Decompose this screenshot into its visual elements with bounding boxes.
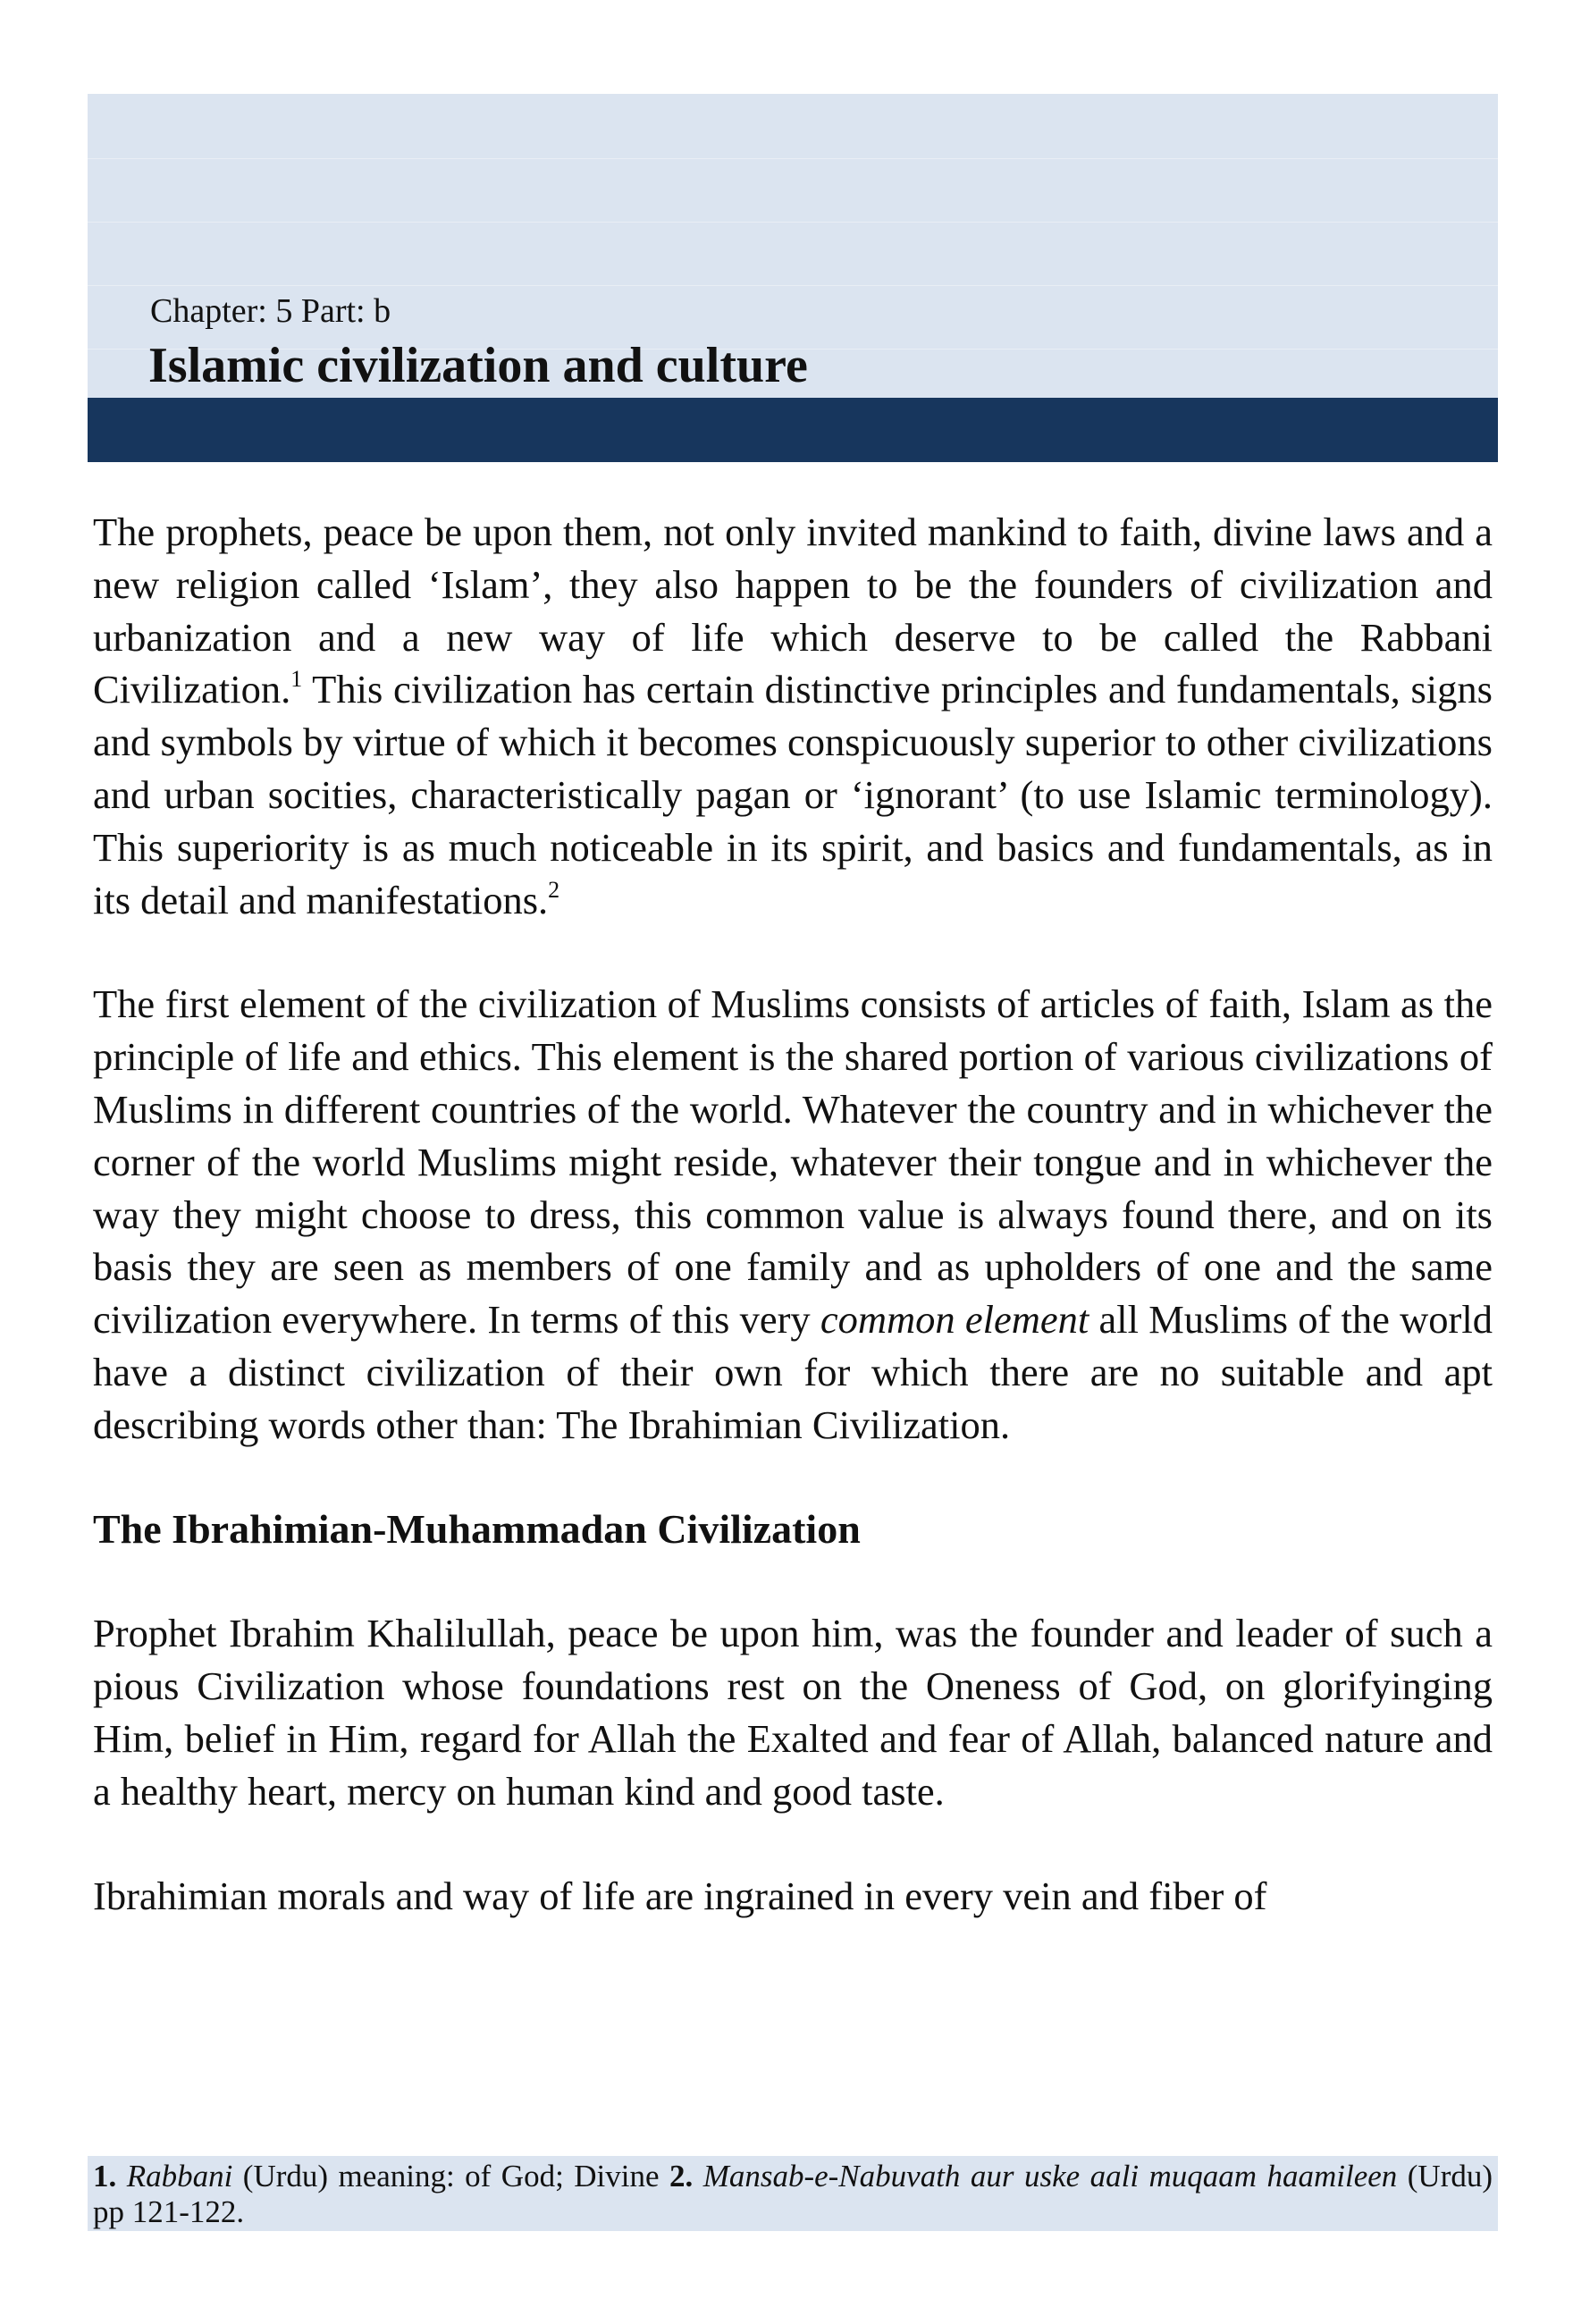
chapter-header-bar bbox=[88, 398, 1498, 462]
paragraph-2-text-b: all Muslims of the world have a distinct civilization of their own for which there are no suitable and apt describing words other than: The Ibrahimian Civilization. bbox=[93, 1297, 1493, 1447]
paragraph-2 bbox=[93, 978, 1493, 1451]
section-heading: The Ibrahimian-Muhammadan Civilization bbox=[93, 1505, 861, 1552]
paragraph-1-text-b: This civilization has certain distinctive principles and fundamentals, signs and symbols by virtue of which it becomes conspicuously superior to other civilizations and urban socities, characteristically pagan or ‘ignorant’ (to use Islamic terminology). This superiority is as much noticeable in its spirit, and basics and fundamentals, as in its detail and manifestations. bbox=[93, 667, 1493, 922]
footnote-2-title: Mansab-e-Nabuvath aur uske aali muqaam haamileen bbox=[702, 2159, 1398, 2193]
footnote-1-text: (Urdu) meaning: of God; Divine bbox=[232, 2159, 669, 2193]
footnote-ref-2: 2 bbox=[548, 876, 560, 903]
footnote-2-text: (Urdu) pp 121-122. bbox=[93, 2159, 1493, 2229]
header-rule bbox=[88, 285, 1498, 286]
footnote-2-number: 2. bbox=[669, 2159, 694, 2193]
chapter-body bbox=[93, 506, 1493, 1922]
chapter-title: Islamic civilization and culture bbox=[148, 338, 808, 393]
header-rule bbox=[88, 222, 1498, 223]
footnotes-text bbox=[93, 2159, 1493, 2230]
paragraph-1 bbox=[93, 506, 1493, 926]
paragraph-3: Prophet Ibrahim Khalilullah, peace be upon him, was the founder and leader of such a pious Civilization whose foundations rest on the Oneness of God, on glorifyinging Him, belief in Him, regard for Allah the Exalted and fear of Allah, balanced nature and a healthy heart, mercy on human kind and good taste. bbox=[93, 1611, 1493, 1814]
paragraph-2-emphasis: common element bbox=[820, 1297, 1089, 1343]
paragraph-2-text-a: The first element of the civilization of Muslims consists of articles of faith, Islam as the principle of life and ethics. This element is the shared portion of various civilizations of Muslims in different countries of the world. Whatever the country and in whichever the corner of the world Muslims might reside, whatever their tongue and in whichever the way they might choose to dress, this common value is always found there, and on its basis they are seen as members of one family and as upholders of one and the same civilization everywhere. In terms of this very bbox=[93, 981, 1493, 1343]
footnote-1-number: 1. bbox=[93, 2159, 117, 2193]
footnote-ref-1: 1 bbox=[290, 666, 303, 693]
paragraph-1-text-a: The prophets, peace be upon them, not only invited mankind to faith, divine laws and a new religion called ‘Islam’, they also happen to be the founders of civilization and urbanization and a new way of life which deserve to be called the Rabbani Civilization. bbox=[93, 509, 1493, 712]
header-rule bbox=[88, 158, 1498, 159]
paragraph-4: Ibrahimian morals and way of life are ingrained in every vein and fiber of bbox=[93, 1873, 1267, 1918]
footnote-1-term: Rabbani bbox=[126, 2159, 233, 2193]
chapter-label: Chapter: 5 Part: b bbox=[150, 292, 391, 330]
footnotes-band bbox=[88, 2156, 1498, 2231]
